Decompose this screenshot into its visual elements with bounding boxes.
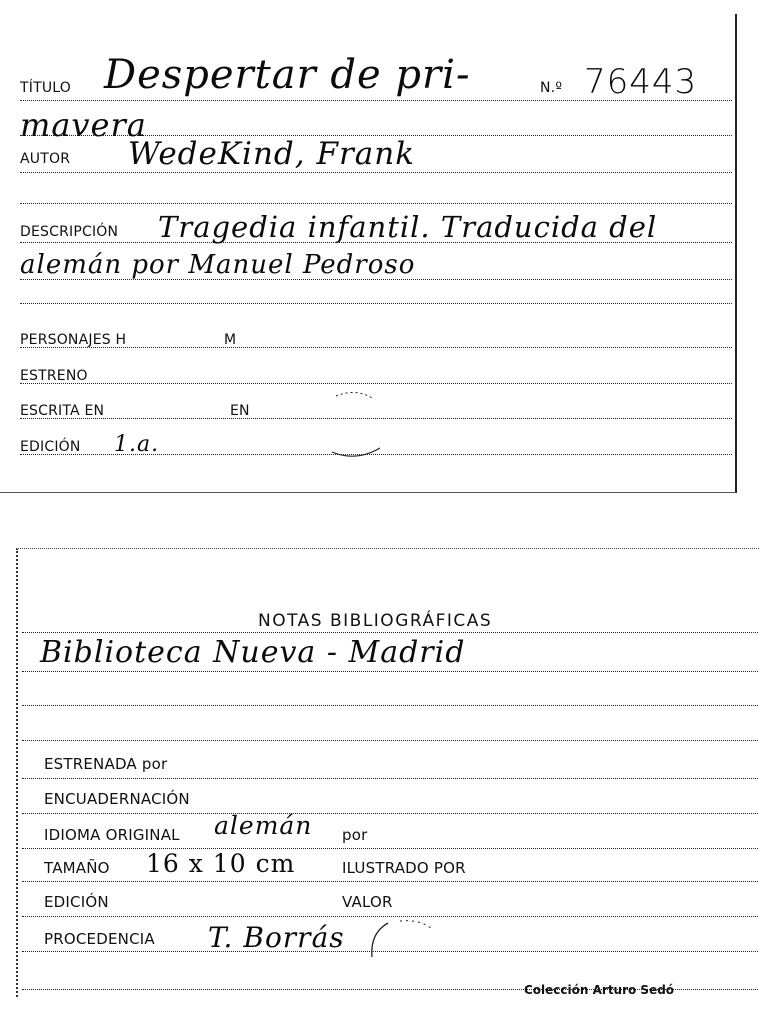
value-autor: WedeKind, Frank xyxy=(128,136,416,172)
stamp-mark-2 xyxy=(366,917,436,969)
rule-idioma xyxy=(22,848,758,849)
value-edicion: 1.a. xyxy=(114,432,160,457)
rule-notes-4 xyxy=(22,740,758,741)
label-tamano: TAMAÑO xyxy=(44,859,110,877)
catalog-card-front xyxy=(0,14,737,493)
label-numero: N.º xyxy=(540,80,563,96)
value-descripcion-line2: alemán por Manuel Pedroso xyxy=(20,250,416,280)
value-numero: 76443 xyxy=(584,62,698,102)
notes-heading: NOTAS BIBLIOGRÁFICAS xyxy=(258,611,493,631)
value-titulo-line2: mavera xyxy=(20,106,147,144)
rule-estrenada xyxy=(22,778,758,779)
rule-autor xyxy=(20,172,732,173)
label-procedencia: PROCEDENCIA xyxy=(44,930,155,948)
label-titulo: TÍTULO xyxy=(20,80,71,96)
value-notes-line1: Biblioteca Nueva - Madrid xyxy=(40,635,466,670)
rule-notes-1 xyxy=(22,632,758,633)
label-estrenada: ESTRENADA por xyxy=(44,755,168,773)
catalog-card-back xyxy=(16,548,759,997)
value-procedencia: T. Borrás xyxy=(208,921,345,954)
label-por: por xyxy=(342,826,368,844)
label-encuadernacion: ENCUADERNACIÓN xyxy=(44,790,190,808)
label-escrita-en: ESCRITA EN xyxy=(20,403,105,419)
rule-tamano xyxy=(22,881,758,882)
label-personajes-m: M xyxy=(224,332,237,348)
value-tamano: 16 x 10 cm xyxy=(146,849,296,878)
label-edicion: EDICIÓN xyxy=(20,439,81,455)
label-edicion-2: EDICIÓN xyxy=(44,893,109,911)
label-autor: AUTOR xyxy=(20,151,71,167)
label-en: EN xyxy=(230,403,250,419)
value-idioma: alemán xyxy=(214,811,313,840)
collection-footer: Colección Arturo Sedó xyxy=(524,983,675,997)
label-estreno: ESTRENO xyxy=(20,368,88,384)
rule-notes-2 xyxy=(22,671,758,672)
rule-encuadernacion xyxy=(22,813,758,814)
rule-spacer xyxy=(20,203,732,204)
rule-estreno xyxy=(20,383,732,384)
rule-personajes xyxy=(20,347,732,348)
rule-notes-3 xyxy=(22,705,758,706)
label-ilustrado: ILUSTRADO POR xyxy=(342,859,466,877)
label-personajes-h: PERSONAJES H xyxy=(20,332,127,348)
stamp-mark xyxy=(326,390,390,460)
value-titulo-line1: Despertar de pri- xyxy=(104,52,471,98)
label-idioma: IDIOMA ORIGINAL xyxy=(44,826,180,844)
value-descripcion-line1: Tragedia infantil. Traducida del xyxy=(158,210,658,244)
label-descripcion: DESCRIPCIÓN xyxy=(20,224,119,240)
rule-descripcion-3 xyxy=(20,303,732,304)
label-valor: VALOR xyxy=(342,893,393,911)
